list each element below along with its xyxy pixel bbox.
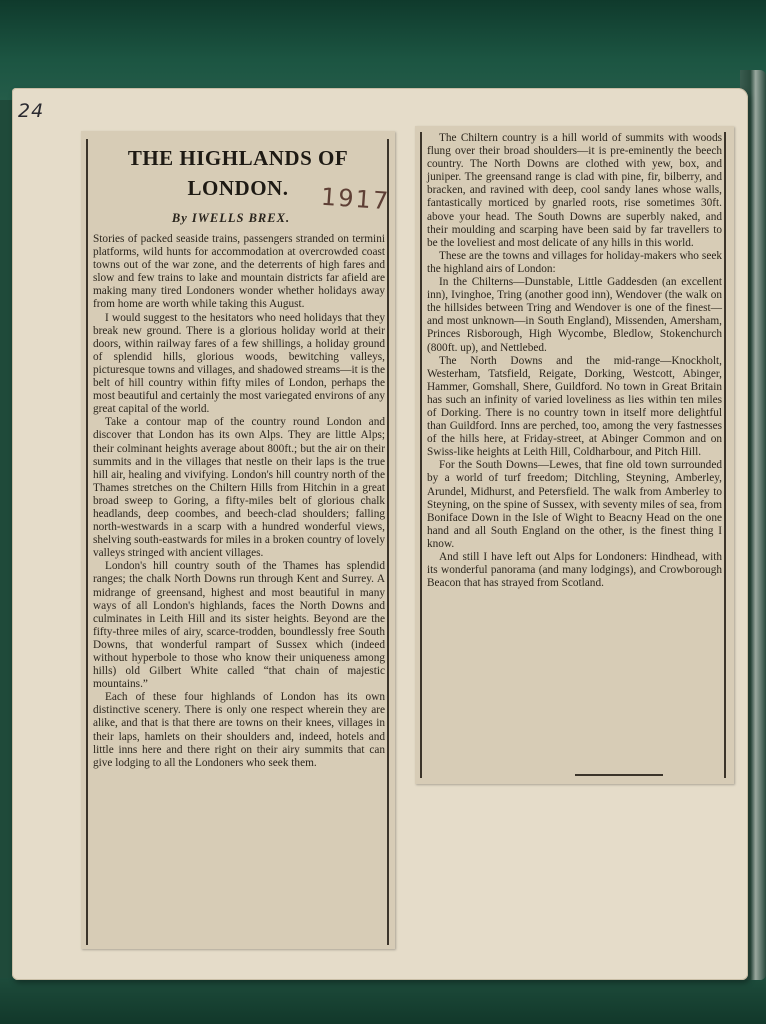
column-rule-right [387,139,389,945]
paragraph: Stories of packed seaside trains, passengers stranded on termini platforms, wild hunts for accommodation at overcrowded coast towns out of the war zone, and the deterrents of high fares and slow and few trains to lake and mountain districts far afield are making many tired Londoners wonder whether holidays away from home are worth while taking this August. [93,233,385,311]
article-body-right [427,132,722,590]
headline-line-1: THE HIGHLANDS OF [127,146,349,170]
paragraph: The North Downs and the mid-range—Knockholt, Westerham, Tatsfield, Reigate, Dorking, Westcott, Abinger, Hammer, Gomshall, Shere, Guildford. No town in Great Britain has such an infinity of varied loveliness as lies within ten miles of Dorking. There is no country town in itself more delightful than Guildford. Inns are perched, too, among the very fastnesses of the hills here, at Friday-street, at Abinger Common and on Swiss-like heights at Leith Hill, Coldharbour, and Pitch Hill. [427,354,722,459]
article-byline: By IWELLS BREX. [171,211,291,225]
paragraph: These are the towns and villages for holiday-makers who seek the highland airs of London: [427,249,722,275]
handwritten-year: 1917 [320,182,391,216]
paragraph: I would suggest to the hesitators who need holidays that they break new ground. There is a glorious holiday world at their doors, within railway fares of a few shillings, a holiday ground of splendid hills, glorious woods, bewitching valleys, picturesque towns and villages, and shadowed streams—it is the belt of hill country within fifty miles of London, perhaps the most beautiful and certainly the most variegated environs of any great capital of the world. [93,311,385,416]
column-rule-left [420,132,422,778]
page-number: 24 [18,100,45,122]
column-rule-left [86,139,88,945]
paragraph: Each of these four highlands of London has its own distinctive scenery. There is only one respect wherein they are alike, and that is that there are towns on their knees, villages in their laps, hamlets on their shoulders and, indeed, hotels and little inns here and there right on their airy summits that can give lodging to all the Londoners who seek them. [93,691,385,769]
article-clipping-right [415,126,734,784]
paragraph: For the South Downs—Lewes, that fine old town surrounded by a world of turf freedom; Ditchling, Steyning, Amberley, Arundel, Midhurst, and Petersfield. The walk from Amberley to Steyning, on the spine of Sussex, with seventy miles of sea, from Boniface Down in the Isle of Wight to Beacny Head on the one hand and all South England on the other, is the finest thing I know. [427,459,722,550]
paragraph: Take a contour map of the country round London and discover that London has its own Alps. They are little Alps; their colminant heights average about 800ft.; but the air on their summits and in the villages that nestle on their laps is the true hill air, healing and vivifying. London's hill country north of the Thames stretches on the Chiltern Hills from Hitchin in a great broad sweep to Goring, a fifty-miles belt of glorious chalk headlands, deep coombes, and beech-clad shoulders; falling north-westwards in a scarp with a hundred wonderful views, shelving south-eastwards for miles in a broken country of lovely valleys stringed with ancient villages. [93,416,385,560]
column-rule-right [724,132,726,778]
table-background-bottom [0,978,766,1024]
headline-line-2: LONDON. [187,176,289,200]
article-clipping-left [81,131,395,949]
article-body-left [93,233,385,770]
paragraph: And still I have left out Alps for Londoners: Hindhead, with its wonderful panorama (and many lodgings), and Crowborough Beacon that has strayed from Scotland. [427,551,722,590]
table-background [0,0,766,100]
paragraph: In the Chilterns—Dunstable, Little Gaddesden (an excellent inn), Ivinghoe, Tring (another good inn), Wendover (the walk on the hillsides between Tring and Wendover is one of the finest—and most unknown—in South England), Missenden, Amersham, Princes Risborough, High Wycombe, Bledlow, Stokenchurch (800ft. up), and Nettlebed. [427,276,722,354]
article-end-rule [575,774,663,776]
paragraph: The Chiltern country is a hill world of summits with woods flung over their broad shoulders—it is pre-eminently the beech country. The North Downs are clothed with yew, box, and juniper. The greensand range is clad with pine, fir, bilberry, and bracken, and ravined with deep, cool sandy lanes whose walls, fantastically morticed by gnarled roots, rise sometimes 30ft. above your head. The South Downs are superbly naked, and their moulding and scarping have been said by far travellers to be the loveliest and most delicate of any hills in this world. [427,132,722,249]
paragraph: London's hill country south of the Thames has splendid ranges; the chalk North Downs run through Kent and Surrey. A midrange of greensand, highest and most beautiful in many ways of all London's highlands, faces the North Downs and culminates in Leith Hill and its sister heights. Beyond are the fifty-three miles of airy, scarce-trodden, boundlessly free South Downs, that wonderful rampart of Sussex which (indeed without hyperbole to those who know their uniqueness among hills) old Gilbert White called “that chain of majestic mountains.” [93,560,385,691]
